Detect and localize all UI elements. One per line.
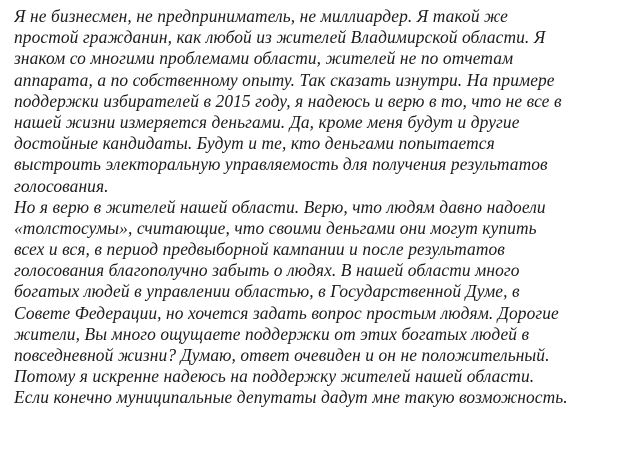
text-line: Но я верю в жителей нашей области. Верю, что людям давно надоели xyxy=(14,196,546,217)
paragraph-2 xyxy=(14,197,630,409)
text-line: Я не бизнесмен, не предприниматель, не миллиардер. Я такой же xyxy=(14,6,508,26)
text-line: Совете Федерации, но хочется задать вопрос простым людям. Дорогие xyxy=(14,302,559,323)
text-line: повседневной жизни? Думаю, ответ очевиден и он не положительный. xyxy=(14,345,550,365)
paragraph-1 xyxy=(14,6,630,197)
text-line: аппарата, а по собственному опыту. Так сказать изнутри. На примере xyxy=(14,69,555,90)
text-line: жители, Вы много ощущаете поддержки от этих богатых людей в xyxy=(14,323,530,344)
text-line: знаком со многими проблемами области, жителей не по отчетам xyxy=(14,48,514,69)
text-line: выстроить электоральную управляемость для получения результатов xyxy=(14,154,548,175)
text-line: всех и вся, в период предвыборной кампании и после результатов xyxy=(14,239,505,260)
text-line: Если конечно муниципальные депутаты дадут мне такую возможность. xyxy=(14,387,568,408)
text-line: поддержки избирателей в 2015 году, я надеюсь и верю в то, что не все в xyxy=(14,90,562,111)
text-line: Потому я искренне надеюсь на поддержку жителей нашей области. xyxy=(14,366,535,387)
text-line: голосования. xyxy=(14,175,109,196)
text-line: достойные кандидаты. Будут и те, кто деньгами попытается xyxy=(14,133,495,154)
text-line: богатых людей в управлении областью, в Государственной Думе, в xyxy=(14,281,520,302)
text-line: «толстосумы», считающие, что своими деньгами они могут купить xyxy=(14,217,537,238)
text-line: нашей жизни измеряется деньгами. Да, кроме меня будут и другие xyxy=(14,111,520,132)
text-line: голосования благополучно забыть о людях. В нашей области много xyxy=(14,260,520,281)
text-line: простой гражданин, как любой из жителей Владимирской области. Я xyxy=(14,27,546,48)
